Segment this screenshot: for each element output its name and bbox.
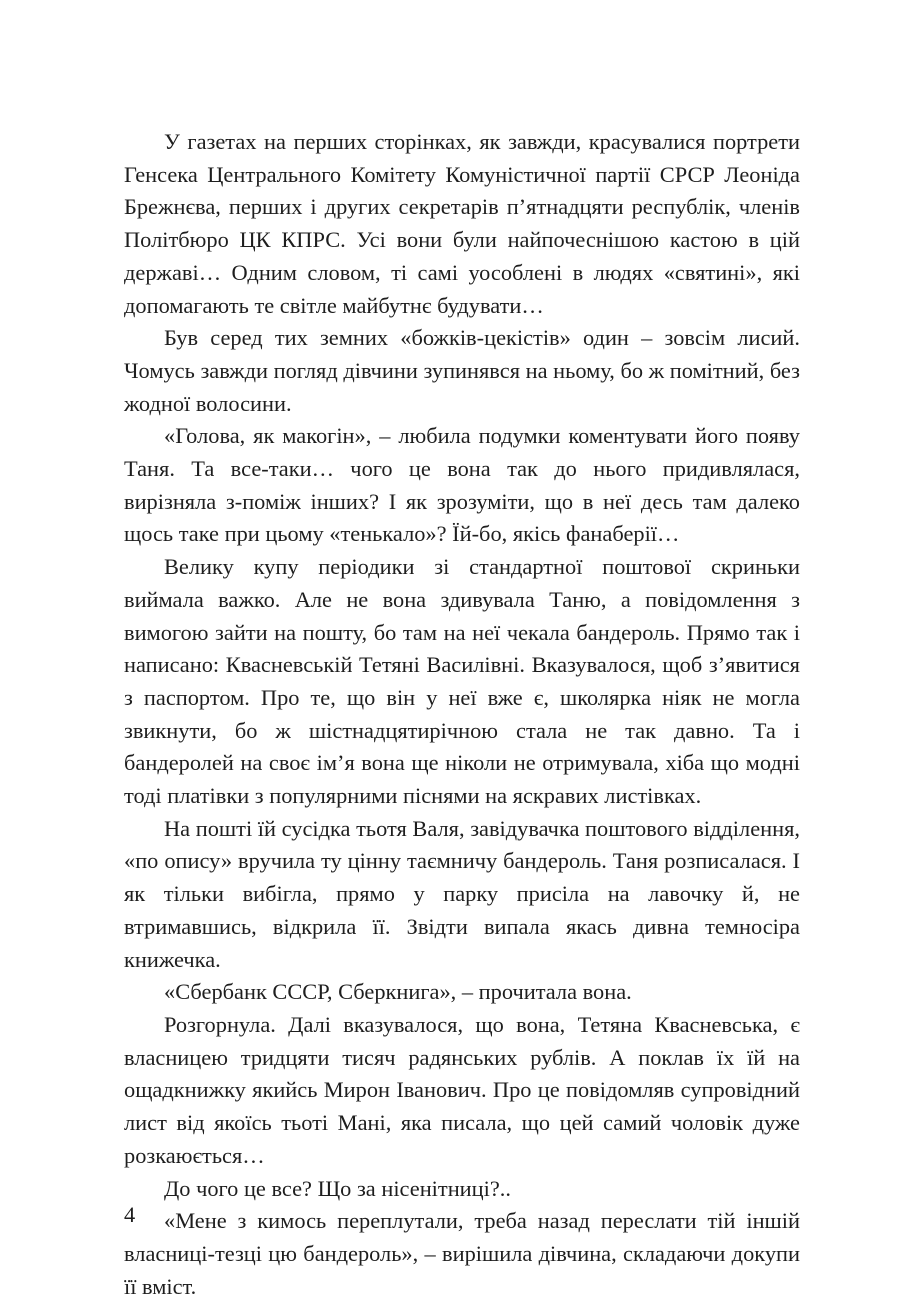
paragraph: До чого це все? Що за нісенітниці?.. [164,1175,511,1201]
paragraph: Велику купу періодики зі стандартної поштової скриньки виймала важко. Але не вона здивувала Таню, а повідомлення з вимогою зайти на пошту, бо там на неї чекала бандероль. Прямо так і написано: Квасневській Тетяні Василівні. Вказувалося, щоб з’явитися з паспортом. Про те, що він у неї вже є, школярка ніяк не могла звикнути, бо ж шістнадцятирічною стала не так давно. Та і бандеролей на своє ім’я вона ще ніколи не отримувала, хіба що модні тоді платівки з популярними піснями на яскравих листівках. [124,554,800,809]
page-number: 4 [124,1202,136,1227]
body-text [124,126,800,1303]
paragraph: Був серед тих земних «божків-цекістів» один – зовсім лисий. Чомусь завжди погляд дівчини зупинявся на ньому, бо ж помітний, без жодної волосини. [124,325,800,416]
paragraph: «Голова, як макогін», – любила подумки коментувати його появу Таня. Та все-таки… чого це вона так до нього придивлялася, вирізняла з-поміж інших? І як зрозуміти, що в неї десь там далеко щось таке при цьому «тенькало»? Їй-бо, якісь фанаберії… [124,423,800,547]
paragraph: Розгорнула. Далі вказувалося, що вона, Тетяна Квасневська, є власницею тридцяти тисяч радянських рублів. А поклав їх їй на ощадкнижку якийсь Мирон Іванович. Про це повідомляв супровідний лист від якоїсь тьоті Мані, яка писала, що цей самий чоловік дуже розкаюється… [124,1011,800,1168]
paragraph: У газетах на перших сторінках, як завжди, красувалися портрети Генсека Центрального Комітету Комуністичної партії СРСР Леоніда Брежнєва, перших і других секретарів п’ятнадцяти республік, членів Політбюро ЦК КПРС. Усі вони були найпочеснішою кастою в цій державі… Одним словом, ті самі уособлені в людях «святині», які допомагають те світле майбутнє будувати… [124,129,800,318]
paragraph: На пошті їй сусідка тьотя Валя, завідувачка поштового відділення, «по опису» вручила ту цінну таємничу бандероль. Таня розписалася. І як тільки вибігла, прямо у парку присіла на лавочку й, не втримавшись, відкрила її. Звідти випала якась дивна темносіра книжечка. [124,815,800,972]
paragraph: «Мене з кимось переплутали, треба назад переслати тій іншій власниці-тезці цю бандероль», – вирішила дівчина, складаючи докупи її вміст. [124,1208,800,1299]
paragraph: «Сбербанк СССР, Сберкнига», – прочитала вона. [164,979,632,1005]
